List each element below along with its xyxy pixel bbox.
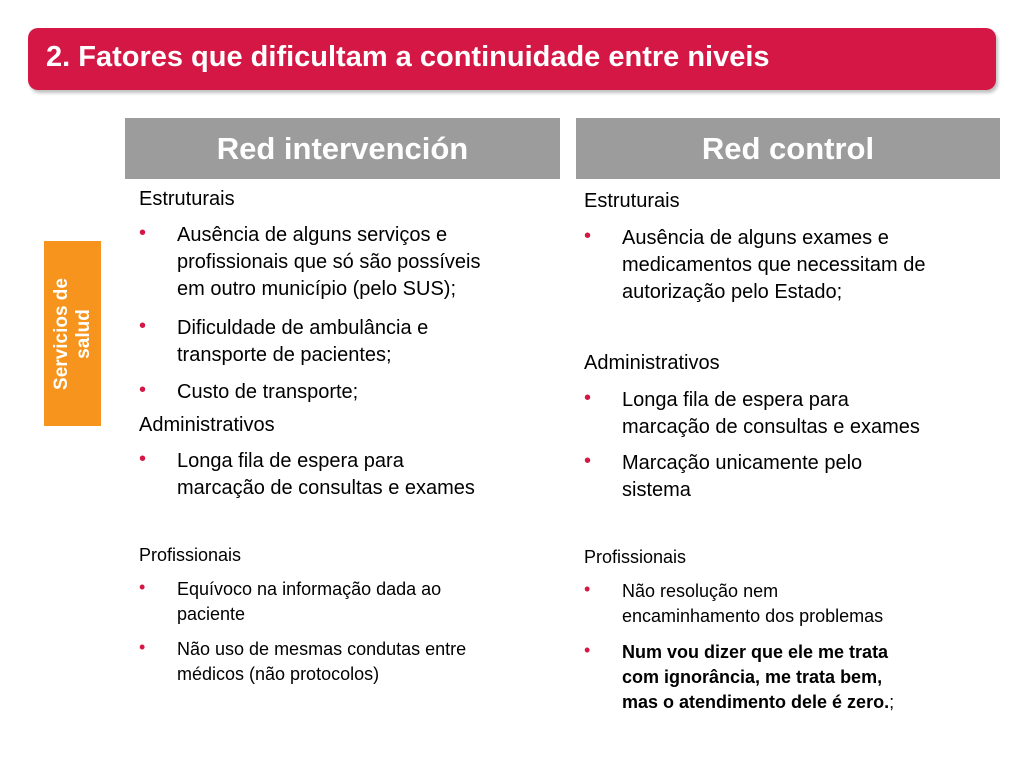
list-item: • Não resolução nem encaminhamento dos problemas: [584, 579, 884, 626]
list-item: • Marcação unicamente pelo sistema: [584, 450, 863, 501]
side-label-line: salud: [72, 308, 94, 359]
list-item: • Ausência de alguns exames e medicamentos que necessitam de autorização pelo Estado;: [584, 225, 926, 303]
bullet-icon: •: [584, 640, 591, 660]
list-item: • Custo de transporte;: [139, 379, 359, 403]
column-header-red-intervencion: Red intervención: [125, 118, 560, 179]
slide-title: 2. Fatores que dificultam a continuidade entre niveis: [46, 41, 770, 73]
section-heading-profissionais: Profissionais: [139, 545, 242, 565]
list-item: • Ausência de alguns serviços e profissionais que só são possíveis em outro município (pelo SUS);: [139, 222, 481, 300]
column-header-red-control: Red control: [576, 118, 1000, 179]
title-bar: [28, 28, 996, 90]
side-label-servicios-de-salud: [44, 241, 101, 426]
bullet-icon: •: [139, 379, 147, 401]
bullet-icon: •: [139, 222, 147, 244]
list-item: • Equívoco na informação dada ao paciente: [139, 577, 442, 624]
bullet-icon: •: [584, 450, 592, 472]
list-item: • Dificuldade de ambulância e transporte de pacientes;: [139, 315, 429, 366]
bullet-icon: •: [139, 315, 147, 337]
section-heading-administrativos: Administrativos: [584, 352, 720, 374]
quote-suffix: ;: [889, 692, 895, 712]
section-heading-administrativos: Administrativos: [139, 414, 275, 436]
bullet-icon: •: [584, 387, 592, 409]
section-heading-estruturais: Estruturais: [584, 190, 680, 212]
bullet-icon: •: [139, 577, 146, 597]
bullet-icon: •: [139, 637, 146, 657]
list-item: • Longa fila de espera para marcação de consultas e exames: [139, 448, 475, 499]
quote-line: mas o atendimento dele é zero.: [622, 692, 890, 712]
bullet-icon: •: [584, 225, 592, 247]
list-item: • Longa fila de espera para marcação de consultas e exames: [584, 387, 920, 438]
section-heading-profissionais: Profissionais: [584, 547, 687, 567]
list-item: • Não uso de mesmas condutas entre médicos (não protocolos): [139, 637, 467, 684]
bullet-icon: •: [584, 579, 591, 599]
section-heading-estruturais: Estruturais: [139, 188, 235, 210]
side-label-line: Servicios de: [50, 277, 72, 390]
bullet-icon: •: [139, 448, 147, 470]
list-item-quote: • Num vou dizer que ele me trata com ignorância, me trata bem, mas o atendimento dele é zero.;: [584, 640, 895, 712]
